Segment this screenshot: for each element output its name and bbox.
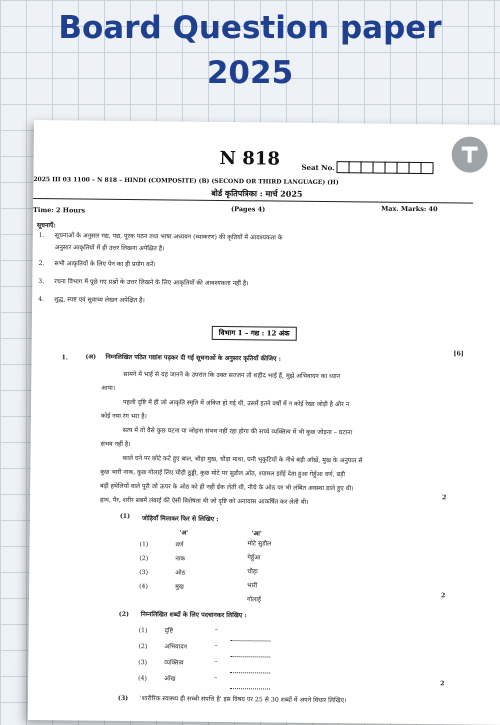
passage-line: बड़ी हथेलियों वाले पूरी जो ऊपर के ओठ को ही नहीं ढँक लेती थी, नीचे के ओठ पर भी लंबित अवस्था डाले हुए थी। xyxy=(100,482,354,493)
instruction-text: रचना विभाग में पूछे गए प्रश्नों के उत्तर लिखने के लिए आकृतियों की आवश्यकता नहीं है। xyxy=(54,278,249,288)
pages-label: (Pages 4) xyxy=(231,205,266,214)
question-marks: [6] xyxy=(453,350,464,358)
max-marks-label: Max. Marks: 40 xyxy=(381,204,438,214)
pair-b: गेहुँआ xyxy=(247,554,261,562)
word-num: (2) xyxy=(138,643,148,651)
answer-blank xyxy=(230,674,270,693)
question-part: (अ) xyxy=(85,353,97,361)
banner-title-line2: 2025 xyxy=(206,55,294,91)
section-title: विभाग 1 – गद्य : 12 अंक xyxy=(212,326,297,341)
paper-meta-line: 2025 III 03 1100 – N 818 – HINDI (COMPOSITE) (B) (SECOND OR THIRD LANGUAGE) (H) xyxy=(33,175,339,187)
pair-a: मुख xyxy=(175,583,184,591)
word-dash: – xyxy=(214,625,218,633)
sub-question-marks: 2 xyxy=(440,680,445,688)
passage-line: काले घने पर छोटे कटे हुए बाल, चौड़ा मुख, चौड़ा माथा, घनी भृकुटियों के नीचे बड़ी आँखें, मुख के अनुपात से xyxy=(122,454,363,465)
banner xyxy=(0,0,500,110)
pair-num: (4) xyxy=(139,583,148,591)
pair-num: (2) xyxy=(139,555,149,563)
banner-title-line1: Board Question paper xyxy=(58,10,442,46)
instruction-num: 1. xyxy=(38,232,45,240)
time-label: Time: 2 Hours xyxy=(33,205,86,215)
passage-line: कुछ भारी नाक, कुछ गोलाई लिए चौड़ी ठुड्डी, कुछ मोटे पर सुडौल ओंठ, श्यामल झाँई देता हुआ गेहुँआ वर्ण, बड़ी xyxy=(100,468,346,479)
sub-question-number: (1) xyxy=(119,512,131,521)
question-text: निम्नलिखित पठित गद्यांश पढ़कर दी गई सूचनाओं के अनुसार कृतियाँ कीजिए : xyxy=(105,353,281,363)
pair-a: नाक xyxy=(175,555,186,563)
pair-num: (3) xyxy=(139,569,149,577)
word-num: (3) xyxy=(138,659,148,667)
passage-line: सामने में भाई से यह जानने के उपरांत कि उक्त सज्जन तो शहीद भाई हैं, मुझे अभिवादन का ध्यान xyxy=(123,370,341,381)
pair-b: मोटे सुडौल xyxy=(247,540,272,548)
pair-b: गोलाई xyxy=(246,596,261,604)
word-dash: – xyxy=(214,673,218,681)
passage-line: हाथ, पैर, शरीर सबमें लंबाई की ऐसी विशेषता थी जो दृष्टि को अनायास आकर्षित कर लेती थी। xyxy=(99,496,309,506)
column-header-a: 'अ' xyxy=(179,529,189,537)
word-text: आँख xyxy=(164,675,176,683)
word-dash: – xyxy=(214,641,218,649)
word-dash: – xyxy=(214,657,218,665)
seat-number-boxes xyxy=(338,161,434,174)
sub-question-text: जोड़ियाँ मिलाकर फिर से लिखिए : xyxy=(141,515,219,523)
sub-question-text: 'शारीरिक स्वास्थ्य ही सच्ची संपत्ति है' इस विषय पर 25 से 30 शब्दों में अपने विचार लिखिए। xyxy=(139,695,347,705)
question-paper xyxy=(28,120,500,725)
word-text: अभिवादन xyxy=(164,643,187,651)
question-number: 1. xyxy=(61,354,69,362)
passage-line: कोई नया रंग भरा है। xyxy=(100,412,147,421)
instruction-num: 4. xyxy=(38,296,45,304)
sub-question-marks: 2 xyxy=(442,494,447,502)
instruction-num: 3. xyxy=(38,278,45,286)
pair-b: चौड़ा xyxy=(247,568,258,576)
pair-num: (1) xyxy=(139,541,149,549)
sub-question-marks: 2 xyxy=(441,592,446,600)
hindi-title: बोर्ड कृतिपत्रिका : मार्च 2025 xyxy=(211,187,303,199)
word-num: (4) xyxy=(138,675,147,683)
word-num: (1) xyxy=(138,627,148,635)
instruction-text: सभी आकृतियों के लिए पेन का ही प्रयोग करें। xyxy=(54,260,156,269)
logo-icon xyxy=(451,136,487,172)
instructions-title: सूचनाएँ: xyxy=(36,222,56,230)
passage-line: सत्य में तो वैसे कुछ घटना या जोड़ना संभव नहीं रहा होगा की सच्चे व्यक्तित्व में भी कुछ जोड़ना – घटाना xyxy=(122,426,353,437)
word-text: दृष्टि xyxy=(164,627,174,635)
instruction-text: शुद्ध, स्पष्ट एवं सुवाच्य लेखन अपेक्षित है। xyxy=(54,296,145,305)
sub-question-text: निम्नलिखित शब्दों के लिए पदचानकर लिखिए : xyxy=(140,611,247,620)
instruction-text: अनुसार आकृतियों में ही उत्तर लिखना अपेक्षित है। xyxy=(54,244,165,253)
passage-line: संभव नहीं है। xyxy=(100,440,131,449)
passage-line: आया। xyxy=(101,384,116,392)
seat-number xyxy=(301,161,433,174)
pair-a: वर्ण xyxy=(175,541,184,549)
seat-label: Seat No. xyxy=(301,162,335,172)
pair-b: भारी xyxy=(247,582,258,590)
instruction-num: 2. xyxy=(38,260,45,268)
sub-question-number: (3) xyxy=(117,694,129,703)
passage-line: पहली दृष्टि में ही जो आकृति स्मृति में अंकित हो गई थी, उसमें इतने वर्षों में न कोई रेखा जोड़ी है और न xyxy=(123,398,350,409)
column-header-b: 'आ' xyxy=(251,530,262,538)
paper-code: N 818 xyxy=(219,147,281,170)
word-text: व्यक्तित्व xyxy=(164,659,184,667)
instruction-text: सूचनाओं के अनुसार गद्य, पद्य, पूरक पठन तथा भाषा अध्ययन (व्याकरण) की कृतियों में आवश्यकता के xyxy=(54,232,283,242)
pair-a: ओठ xyxy=(175,569,186,577)
sub-question-number: (2) xyxy=(118,610,130,619)
